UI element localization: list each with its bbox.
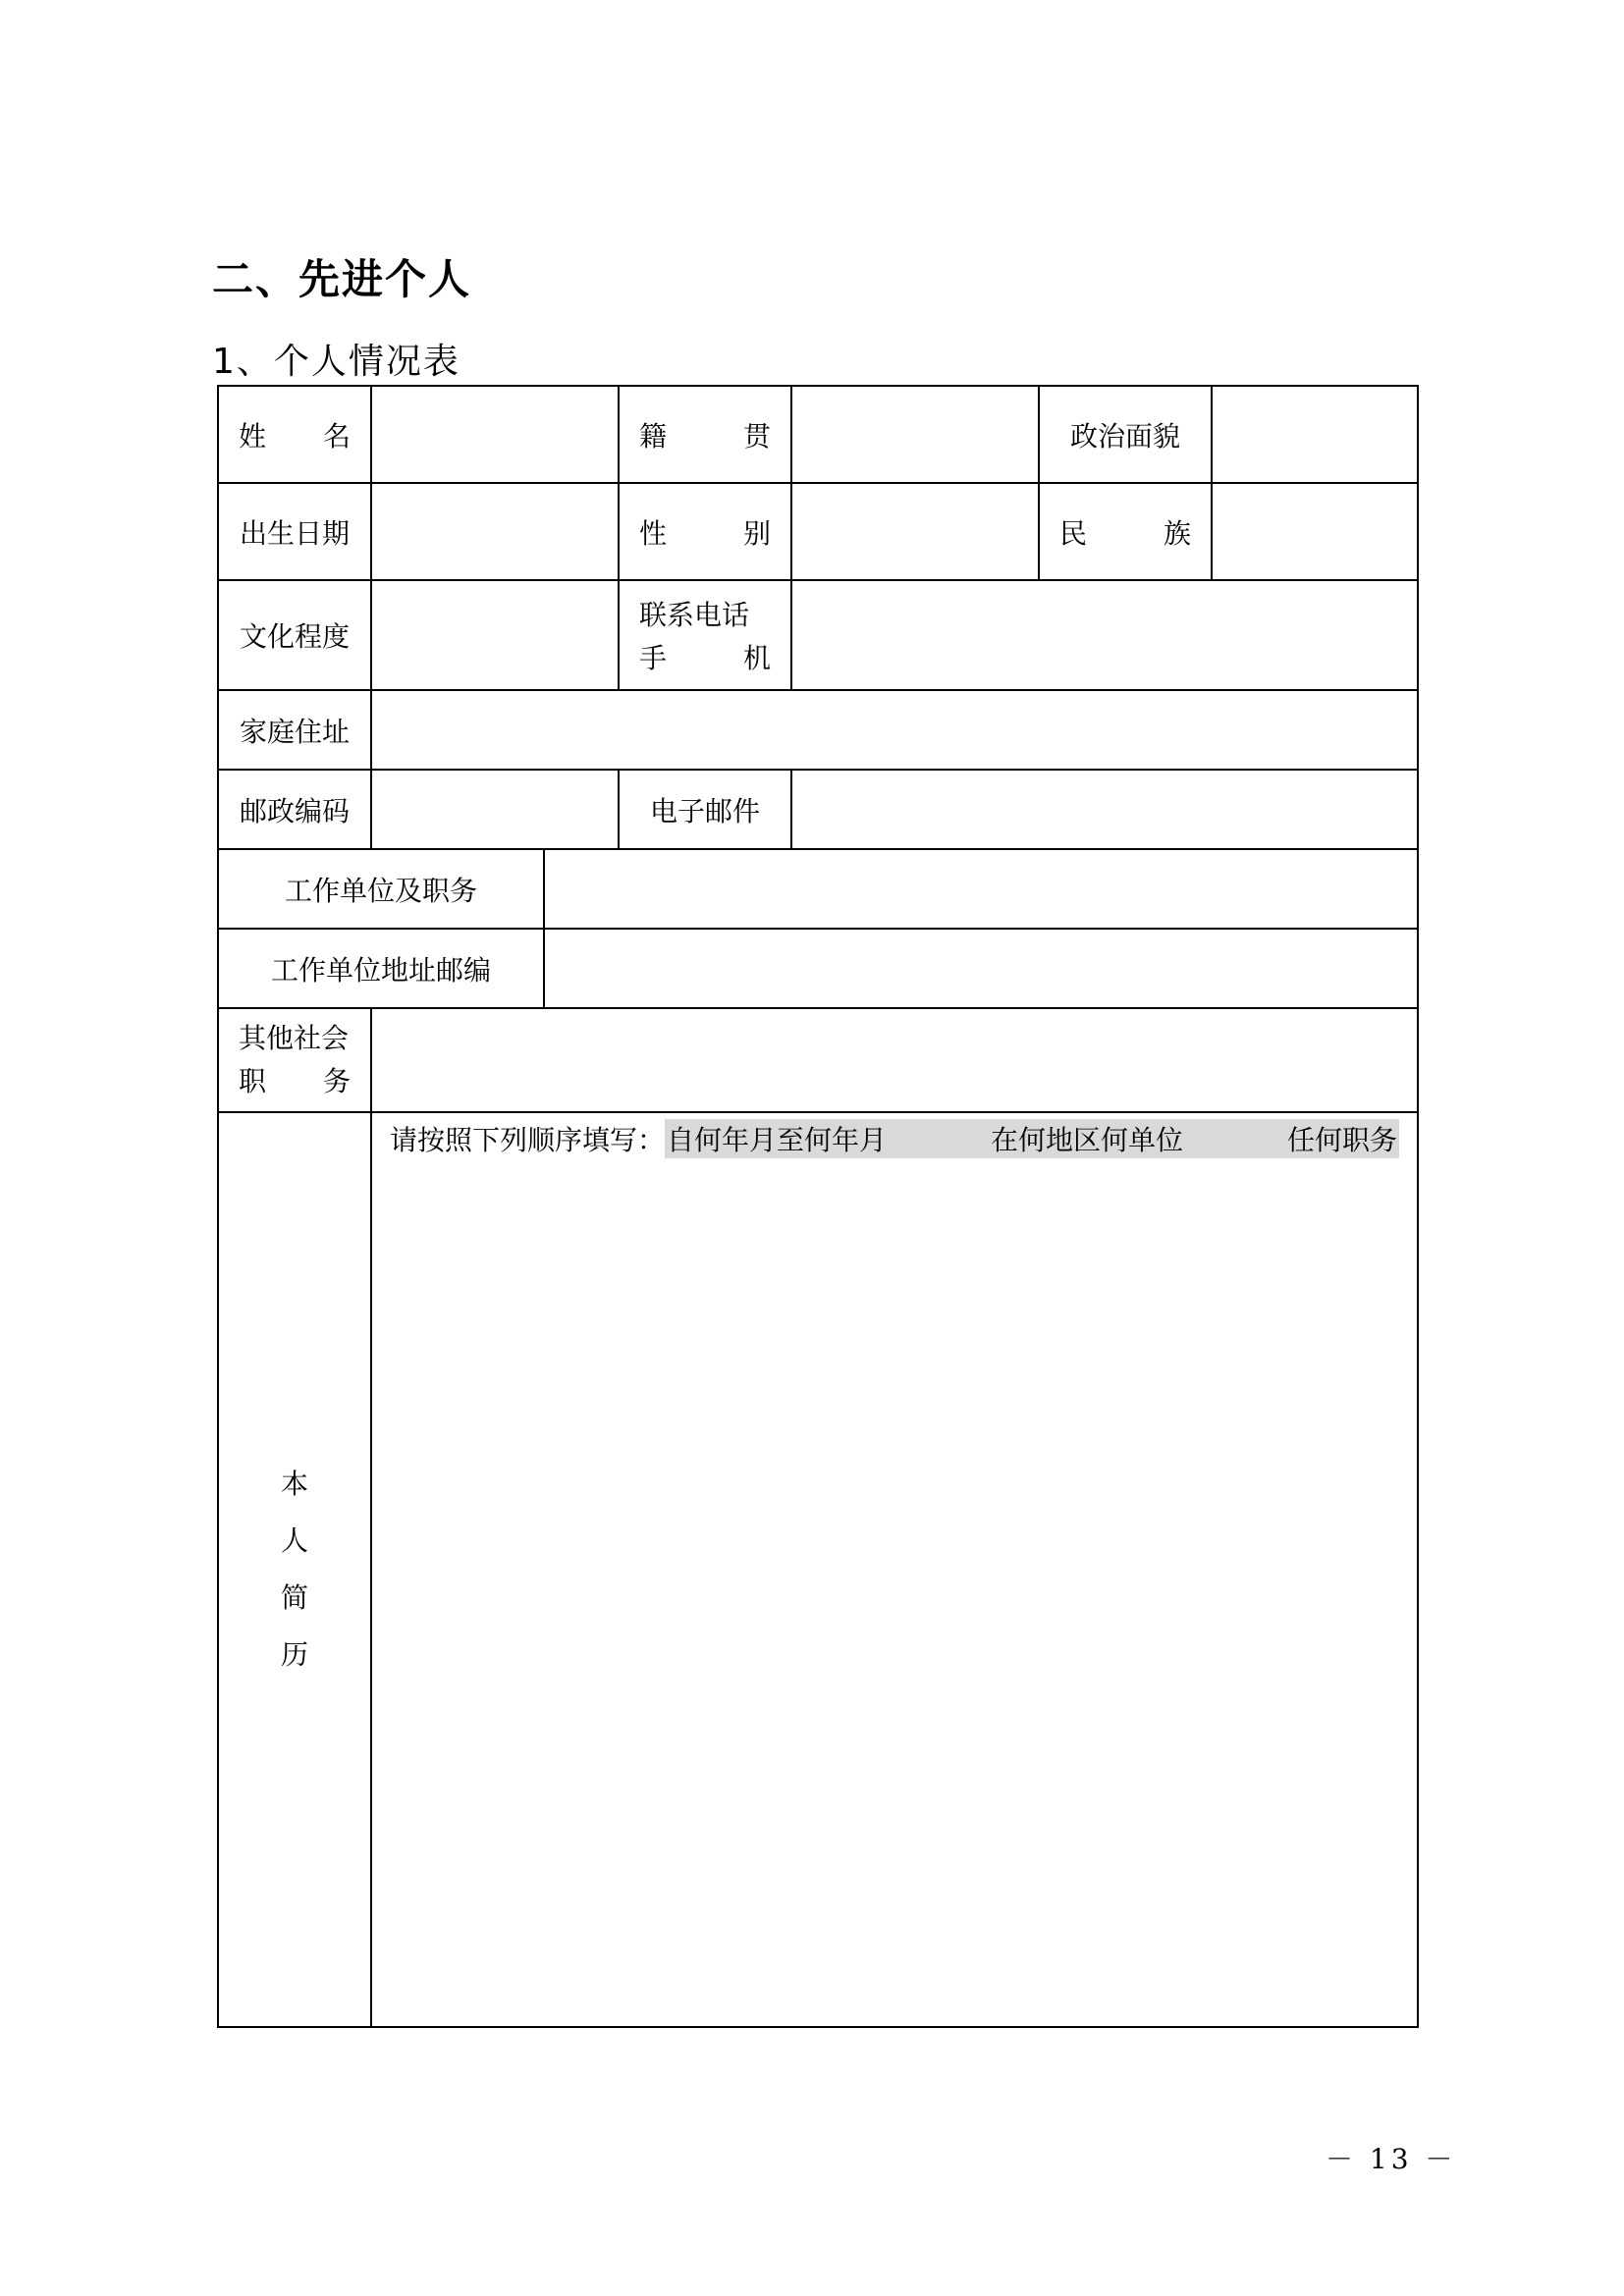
education-label: 文化程度 bbox=[218, 580, 371, 690]
postal-code-field[interactable] bbox=[371, 770, 619, 849]
other-social-roles-label: 其他社会 职 务 bbox=[218, 1008, 371, 1112]
home-address-field[interactable] bbox=[371, 690, 1418, 770]
section-title: 二、先进个人 bbox=[212, 255, 472, 303]
birth-date-field[interactable] bbox=[371, 483, 619, 580]
gender-label: 性 别 bbox=[619, 483, 791, 580]
education-field[interactable] bbox=[371, 580, 619, 690]
native-place-field[interactable] bbox=[791, 386, 1039, 483]
form-title: 1、个人情况表 bbox=[212, 342, 460, 382]
work-unit-address-field[interactable] bbox=[544, 929, 1418, 1008]
political-status-label: 政治面貌 bbox=[1039, 386, 1212, 483]
work-unit-position-label: 工作单位及职务 bbox=[218, 849, 544, 929]
birth-date-label: 出生日期 bbox=[218, 483, 371, 580]
political-status-field[interactable] bbox=[1212, 386, 1418, 483]
instruction-highlight: 自何年月至何年月 在何地区何单位 任何职务 bbox=[665, 1119, 1399, 1158]
work-unit-position-field[interactable] bbox=[544, 849, 1418, 929]
page-number: － 13 － bbox=[1326, 2143, 1457, 2175]
native-place-label: 籍 贯 bbox=[619, 386, 791, 483]
contact-phone-label: 联系电话 手 机 bbox=[619, 580, 791, 690]
name-field[interactable] bbox=[371, 386, 619, 483]
ethnicity-field[interactable] bbox=[1212, 483, 1418, 580]
other-social-roles-field[interactable] bbox=[371, 1008, 1418, 1112]
gender-field[interactable] bbox=[791, 483, 1039, 580]
resume-instruction bbox=[372, 1113, 1417, 1158]
email-field[interactable] bbox=[791, 770, 1418, 849]
postal-code-label: 邮政编码 bbox=[218, 770, 371, 849]
name-label: 姓 名 bbox=[218, 386, 371, 483]
work-unit-address-label: 工作单位地址邮编 bbox=[218, 929, 544, 1008]
personal-info-table bbox=[217, 385, 1419, 2028]
home-address-label: 家庭住址 bbox=[218, 690, 371, 770]
contact-phone-field[interactable] bbox=[791, 580, 1418, 690]
resume-field[interactable] bbox=[371, 1112, 1418, 2027]
instruction-prefix: 请按照下列顺序填写： bbox=[390, 1124, 666, 1156]
ethnicity-label: 民 族 bbox=[1039, 483, 1212, 580]
resume-label: 本 人 简 历 bbox=[218, 1112, 371, 2027]
email-label: 电子邮件 bbox=[619, 770, 791, 849]
